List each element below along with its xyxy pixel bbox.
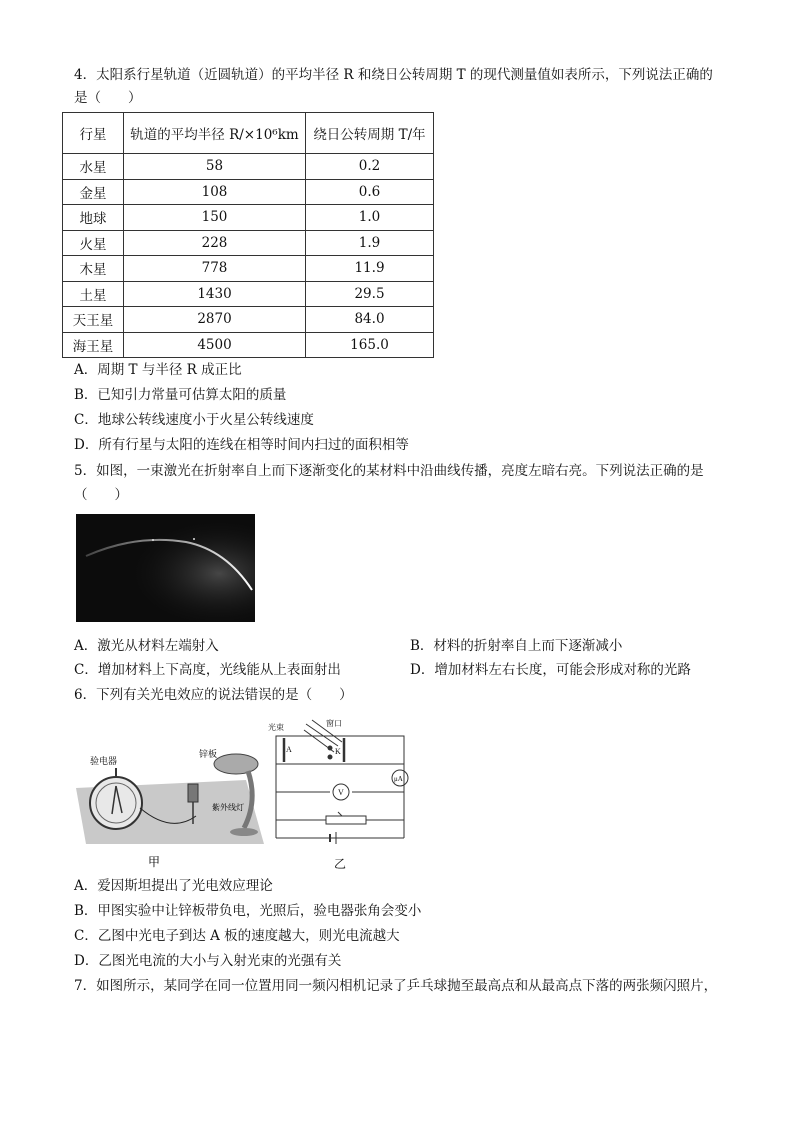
table-cell: 0.6 (306, 179, 434, 205)
electroscope-body (90, 777, 142, 829)
planet-table (62, 112, 434, 358)
label-microammeter: μA (394, 775, 403, 783)
q5-option-a: A．激光从材料左端射入 (74, 638, 219, 654)
q7-stem-line1: 7．如图所示，某同学在同一位置用同一频闪相机记录了乒乓球抛至最高点和从最高点下落的两张频闪照片， (74, 978, 718, 994)
table-cell: 2870 (124, 307, 306, 333)
table-cell: 150 (124, 205, 306, 231)
q4-stem-line1: 4．太阳系行星轨道（近圆轨道）的平均半径 R 和绕日公转周期 T 的现代测量值如表所示，下列说法正确的 (74, 67, 713, 83)
q5-option-d: D．增加材料左右长度，可能会形成对称的光路 (410, 662, 691, 678)
rheostat (326, 816, 366, 824)
table-header-radius: 轨道的平均半径 R/×10⁶km (124, 113, 306, 154)
table-cell: 土星 (63, 281, 124, 307)
table-row (63, 307, 434, 333)
zinc-plate (188, 784, 198, 802)
q4-option-b: B．已知引力常量可估算太阳的质量 (74, 387, 287, 403)
label-plate-a: A (286, 745, 292, 754)
q5-option-b: B．材料的折射率自上而下逐渐减小 (410, 638, 623, 654)
label-electroscope: 验电器 (90, 756, 118, 766)
label-light-beam: 光束 (268, 723, 284, 732)
table-cell: 1.9 (306, 230, 434, 256)
table-cell: 228 (124, 230, 306, 256)
label-zinc-plate: 锌板 (199, 749, 218, 759)
table-row (63, 230, 434, 256)
q6-option-a: A．爱因斯坦提出了光电效应理论 (74, 878, 273, 894)
uv-lamp (214, 754, 258, 774)
q4-option-a: A．周期 T 与半径 R 成正比 (74, 362, 242, 378)
label-plate-k: K (335, 747, 341, 756)
photoelectric-diagram (76, 716, 416, 874)
q6-option-d: D．乙图光电流的大小与入射光束的光强有关 (74, 953, 342, 969)
label-window: 窗口 (326, 719, 342, 728)
table-row (63, 281, 434, 307)
label-voltmeter: V (338, 788, 344, 797)
q4-option-d: D．所有行星与太阳的连线在相等时间内扫过的面积相等 (74, 437, 409, 453)
table-cell: 地球 (63, 205, 124, 231)
q5-stem-line2: （ ） (74, 487, 128, 503)
figure-yi (268, 718, 408, 871)
laser-material-photo (76, 514, 255, 622)
figure-jia (76, 748, 264, 869)
q6-option-c: C．乙图中光电子到达 A 板的速度越大，则光电流越大 (74, 928, 400, 944)
table-row (63, 256, 434, 282)
laser-curve-figure (76, 514, 255, 622)
table-cell: 天王星 (63, 307, 124, 333)
q5-stem-line1: 5．如图，一束激光在折射率自上而下逐渐变化的某材料中沿曲线传播，亮度左暗右亮。下列说法正确的是 (74, 463, 704, 479)
table-row (63, 154, 434, 180)
table-cell: 29.5 (306, 281, 434, 307)
table-cell: 海王星 (63, 332, 124, 358)
q6-option-b: B．甲图实验中让锌板带负电，光照后，验电器张角会变小 (74, 903, 422, 919)
table-cell: 火星 (63, 230, 124, 256)
table-header-period: 绕日公转周期 T/年 (306, 113, 434, 154)
table-row (63, 332, 434, 358)
photoelectric-figures (76, 716, 416, 874)
table-cell: 0.2 (306, 154, 434, 180)
table-cell: 1.0 (306, 205, 434, 231)
table-cell: 108 (124, 179, 306, 205)
table-cell: 165.0 (306, 332, 434, 358)
table-cell: 木星 (63, 256, 124, 282)
table-header-planet: 行星 (63, 113, 124, 154)
table-row (63, 179, 434, 205)
table-cell: 11.9 (306, 256, 434, 282)
q5-option-c: C．增加材料上下高度，光线能从上表面射出 (74, 662, 341, 678)
table-cell: 778 (124, 256, 306, 282)
table-cell: 水星 (63, 154, 124, 180)
q4-stem-line2: 是（ ） (74, 90, 142, 106)
caption-jia: 甲 (148, 855, 161, 869)
table-cell: 4500 (124, 332, 306, 358)
table-cell: 金星 (63, 179, 124, 205)
table-cell: 1430 (124, 281, 306, 307)
label-uv-lamp: 紫外线灯 (212, 803, 244, 812)
table-header-row (63, 113, 434, 154)
q4-option-c: C．地球公转线速度小于火星公转线速度 (74, 412, 314, 428)
table-cell: 84.0 (306, 307, 434, 333)
table-row (63, 205, 434, 231)
table-cell: 58 (124, 154, 306, 180)
caption-yi: 乙 (334, 857, 347, 871)
q6-stem-line1: 6．下列有关光电效应的说法错误的是（ ） (74, 687, 353, 703)
